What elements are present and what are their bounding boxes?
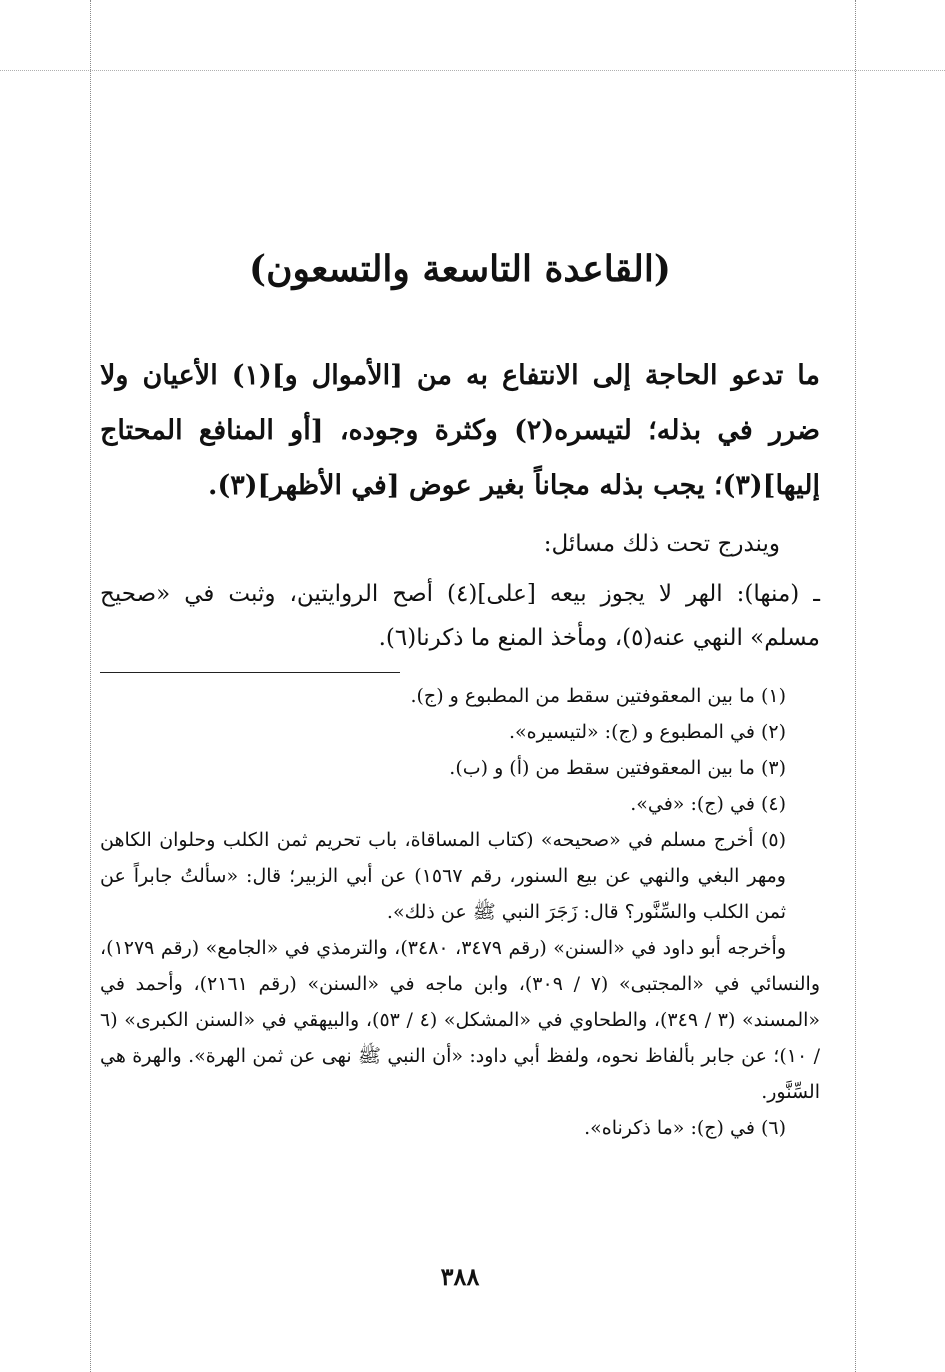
page [100,0,820,1372]
footnote-3: (٣) ما بين المعقوفتين سقط من (أ) و (ب). [449,757,786,779]
footnote-4: (٤) في (ج): «في». [630,793,786,815]
footnote-separator [100,672,400,673]
margin-rule-right [855,0,856,1372]
footnote-2: (٢) في المطبوع و (ج): «لتيسيره». [508,721,786,743]
footnote-6: (٦) في (ج): «ما ذكرناه». [584,1117,786,1139]
rule-statement: ما تدعو الحاجة إلى الانتفاع به من [الأموال و](١) الأعيان ولا ضرر في بذله؛ لتيسره(٢) وكثرة وجوده، [أو المنافع المحتاج إليها](٣)؛ يجب بذله مجاناً بغير عوض [في الأظهر](٣). [100,360,821,501]
footnote-5-continued: وأخرجه أبو داود في «السنن» (رقم ٣٤٧٩، ٣٤٨٠)، والترمذي في «الجامع» (رقم ١٢٧٩)، والنسائي في «المجتبى» (٧ / ٣٠٩)، وابن ماجه في «السنن» (رقم ٢١٦١)، وأحمد في «المسند» (٣ / ٣٤٩)، والطحاوي في «المشكل» (٤ / ٥٣)، والبيهقي في «السنن الكبرى» (٦ / ١٠)؛ عن جابر بألفاظ نحوه، ولفظ أبي داود: «أن النبي ﷺ نهى عن ثمن الهرة». والهرة هي السِّنَّور. [100,937,821,1103]
margin-rule-left [90,0,91,1372]
footnote-1: (١) ما بين المعقوفتين سقط من المطبوع و (ج). [410,685,786,707]
issue-1: ـ (منها): الهر لا يجوز بيعه [على](٤) أصح الروايتين، وثبت في «صحيح مسلم» النهي عنه(٥)، ومأخذ المنع ما ذكرنا(٦). [100,581,820,651]
chapter-title: (القاعدة التاسعة والتسعون) [249,248,671,290]
footnote-5: (٥) أخرج مسلم في «صحيحه» (كتاب المساقاة، باب تحريم ثمن الكلب وحلوان الكاهن ومهر البغي والنهي عن بيع السنور، رقم ١٥٦٧) عن أبي الزبير؛ قال: «سألتُ جابراً عن ثمن الكلب والسِّنَّور؟ قال: زَجَرَ النبي ﷺ عن ذلك». [100,829,786,923]
footnotes [100,678,820,1146]
intro-line: ويندرج تحت ذلك مسائل: [543,531,780,557]
page-number: ٣٨٨ [440,1262,480,1291]
